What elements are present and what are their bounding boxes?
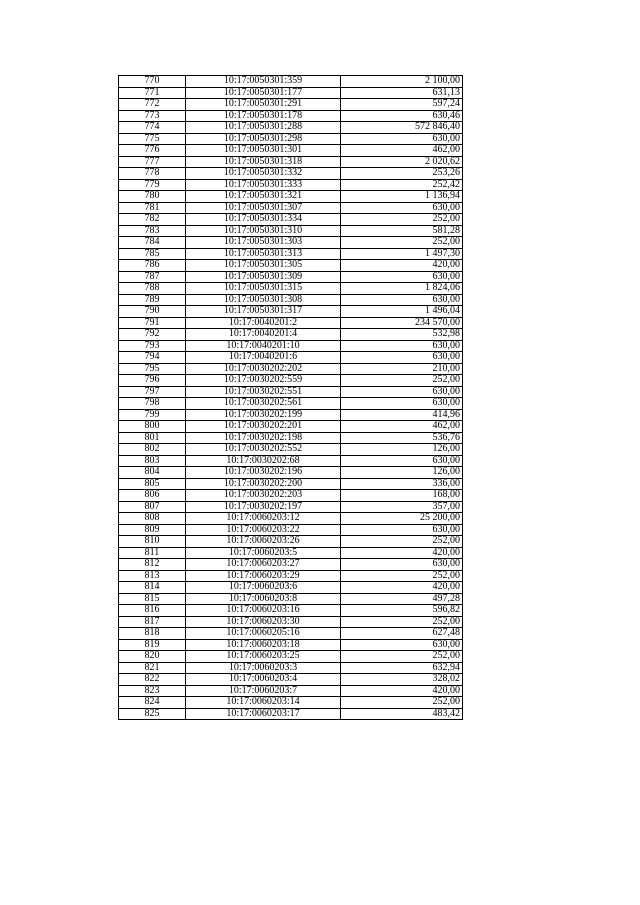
value-cell: 630,46 [341, 110, 463, 122]
value-cell: 630,00 [341, 202, 463, 214]
value-cell: 630,00 [341, 398, 463, 410]
cadastral-number-cell: 10:17:0050301:310 [186, 225, 341, 237]
value-cell: 630,00 [341, 639, 463, 651]
row-number-cell: 822 [119, 674, 186, 686]
cadastral-number-cell: 10:17:0060203:4 [186, 674, 341, 686]
row-number-cell: 800 [119, 421, 186, 433]
value-cell: 2 020,62 [341, 156, 463, 168]
cadastral-number-cell: 10:17:0030202:551 [186, 386, 341, 398]
value-cell: 630,00 [341, 352, 463, 364]
cadastral-number-cell: 10:17:0050301:332 [186, 168, 341, 180]
value-cell: 420,00 [341, 685, 463, 697]
cadastral-number-cell: 10:17:0050301:288 [186, 122, 341, 134]
value-cell: 252,00 [341, 536, 463, 548]
table-row [119, 593, 463, 605]
table-row [119, 570, 463, 582]
cadastral-number-cell: 10:17:0060203:7 [186, 685, 341, 697]
row-number-cell: 772 [119, 99, 186, 111]
cadastral-number-cell: 10:17:0030202:201 [186, 421, 341, 433]
cadastral-number-cell: 10:17:0030202:552 [186, 444, 341, 456]
value-cell: 168,00 [341, 490, 463, 502]
table-row [119, 628, 463, 640]
row-number-cell: 776 [119, 145, 186, 157]
value-cell: 252,00 [341, 616, 463, 628]
cadastral-number-cell: 10:17:0050301:317 [186, 306, 341, 318]
value-cell: 483,42 [341, 708, 463, 720]
row-number-cell: 816 [119, 605, 186, 617]
table-row [119, 214, 463, 226]
value-cell: 234 570,00 [341, 317, 463, 329]
table-row [119, 662, 463, 674]
table-row [119, 260, 463, 272]
row-number-cell: 780 [119, 191, 186, 203]
table-row [119, 225, 463, 237]
value-cell: 2 100,00 [341, 76, 463, 88]
row-number-cell: 797 [119, 386, 186, 398]
value-cell: 126,00 [341, 444, 463, 456]
table-row [119, 409, 463, 421]
table-row [119, 271, 463, 283]
value-cell: 630,00 [341, 271, 463, 283]
row-number-cell: 802 [119, 444, 186, 456]
cadastral-number-cell: 10:17:0060203:17 [186, 708, 341, 720]
value-cell: 597,24 [341, 99, 463, 111]
table-row [119, 179, 463, 191]
value-cell: 252,00 [341, 697, 463, 709]
cadastral-number-cell: 10:17:0050301:359 [186, 76, 341, 88]
table-row [119, 76, 463, 88]
value-cell: 627,48 [341, 628, 463, 640]
value-cell: 420,00 [341, 582, 463, 594]
row-number-cell: 804 [119, 467, 186, 479]
value-cell: 1 136,94 [341, 191, 463, 203]
table-row [119, 145, 463, 157]
cadastral-number-cell: 10:17:0030202:199 [186, 409, 341, 421]
value-cell: 630,00 [341, 559, 463, 571]
row-number-cell: 825 [119, 708, 186, 720]
table-row [119, 168, 463, 180]
value-cell: 252,00 [341, 375, 463, 387]
row-number-cell: 823 [119, 685, 186, 697]
row-number-cell: 787 [119, 271, 186, 283]
cadastral-number-cell: 10:17:0050301:321 [186, 191, 341, 203]
row-number-cell: 770 [119, 76, 186, 88]
row-number-cell: 818 [119, 628, 186, 640]
value-cell: 596,82 [341, 605, 463, 617]
table-row [119, 513, 463, 525]
table-row [119, 306, 463, 318]
cadastral-number-cell: 10:17:0040201:2 [186, 317, 341, 329]
table-row [119, 685, 463, 697]
cadastral-number-cell: 10:17:0030202:561 [186, 398, 341, 410]
value-cell: 336,00 [341, 478, 463, 490]
row-number-cell: 817 [119, 616, 186, 628]
row-number-cell: 805 [119, 478, 186, 490]
row-number-cell: 778 [119, 168, 186, 180]
cadastral-number-cell: 10:17:0060203:14 [186, 697, 341, 709]
row-number-cell: 788 [119, 283, 186, 295]
table-row [119, 133, 463, 145]
row-number-cell: 782 [119, 214, 186, 226]
value-cell: 420,00 [341, 260, 463, 272]
value-cell: 252,42 [341, 179, 463, 191]
cadastral-number-cell: 10:17:0050301:178 [186, 110, 341, 122]
row-number-cell: 796 [119, 375, 186, 387]
table-row [119, 432, 463, 444]
cadastral-number-cell: 10:17:0060203:22 [186, 524, 341, 536]
table-row [119, 317, 463, 329]
row-number-cell: 792 [119, 329, 186, 341]
cadastral-number-cell: 10:17:0060203:3 [186, 662, 341, 674]
value-cell: 253,26 [341, 168, 463, 180]
row-number-cell: 783 [119, 225, 186, 237]
cadastral-number-cell: 10:17:0060203:5 [186, 547, 341, 559]
table-row [119, 156, 463, 168]
value-cell: 462,00 [341, 421, 463, 433]
table-row [119, 122, 463, 134]
table-row [119, 294, 463, 306]
value-cell: 126,00 [341, 467, 463, 479]
table-row [119, 478, 463, 490]
table-row [119, 202, 463, 214]
value-cell: 630,00 [341, 294, 463, 306]
value-cell: 630,00 [341, 340, 463, 352]
cadastral-number-cell: 10:17:0050301:333 [186, 179, 341, 191]
value-cell: 632,94 [341, 662, 463, 674]
row-number-cell: 813 [119, 570, 186, 582]
table-row [119, 582, 463, 594]
value-cell: 252,00 [341, 214, 463, 226]
cadastral-number-cell: 10:17:0030202:200 [186, 478, 341, 490]
table-row [119, 352, 463, 364]
table-row [119, 547, 463, 559]
row-number-cell: 806 [119, 490, 186, 502]
table-row [119, 616, 463, 628]
value-cell: 532,98 [341, 329, 463, 341]
cadastral-value-table [118, 75, 463, 720]
row-number-cell: 777 [119, 156, 186, 168]
row-number-cell: 821 [119, 662, 186, 674]
value-cell: 252,00 [341, 570, 463, 582]
value-cell: 462,00 [341, 145, 463, 157]
value-cell: 630,00 [341, 524, 463, 536]
row-number-cell: 795 [119, 363, 186, 375]
table-body [119, 76, 463, 720]
cadastral-number-cell: 10:17:0050301:334 [186, 214, 341, 226]
table-row [119, 398, 463, 410]
row-number-cell: 809 [119, 524, 186, 536]
row-number-cell: 785 [119, 248, 186, 260]
cadastral-number-cell: 10:17:0050301:291 [186, 99, 341, 111]
value-cell: 252,00 [341, 651, 463, 663]
table-row [119, 651, 463, 663]
cadastral-number-cell: 10:17:0040201:4 [186, 329, 341, 341]
cadastral-number-cell: 10:17:0050301:177 [186, 87, 341, 99]
cadastral-number-cell: 10:17:0050301:308 [186, 294, 341, 306]
row-number-cell: 790 [119, 306, 186, 318]
row-number-cell: 814 [119, 582, 186, 594]
row-number-cell: 786 [119, 260, 186, 272]
table-row [119, 708, 463, 720]
table-row [119, 524, 463, 536]
table-row [119, 639, 463, 651]
value-cell: 630,00 [341, 133, 463, 145]
row-number-cell: 791 [119, 317, 186, 329]
value-cell: 536,76 [341, 432, 463, 444]
value-cell: 420,00 [341, 547, 463, 559]
value-cell: 1 824,06 [341, 283, 463, 295]
table-row [119, 674, 463, 686]
row-number-cell: 803 [119, 455, 186, 467]
table-row [119, 490, 463, 502]
table-row [119, 191, 463, 203]
table-row [119, 386, 463, 398]
cadastral-number-cell: 10:17:0060203:27 [186, 559, 341, 571]
row-number-cell: 789 [119, 294, 186, 306]
row-number-cell: 815 [119, 593, 186, 605]
row-number-cell: 824 [119, 697, 186, 709]
value-cell: 1 496,04 [341, 306, 463, 318]
table-row [119, 444, 463, 456]
table-row [119, 467, 463, 479]
row-number-cell: 771 [119, 87, 186, 99]
row-number-cell: 798 [119, 398, 186, 410]
cadastral-number-cell: 10:17:0030202:198 [186, 432, 341, 444]
table-row [119, 283, 463, 295]
row-number-cell: 793 [119, 340, 186, 352]
table-row [119, 340, 463, 352]
cadastral-number-cell: 10:17:0050301:313 [186, 248, 341, 260]
cadastral-number-cell: 10:17:0060203:6 [186, 582, 341, 594]
value-cell: 252,00 [341, 237, 463, 249]
row-number-cell: 812 [119, 559, 186, 571]
value-cell: 25 200,00 [341, 513, 463, 525]
cadastral-number-cell: 10:17:0060203:30 [186, 616, 341, 628]
value-cell: 631,13 [341, 87, 463, 99]
value-cell: 210,00 [341, 363, 463, 375]
table-row [119, 99, 463, 111]
table-row [119, 559, 463, 571]
row-number-cell: 775 [119, 133, 186, 145]
value-cell: 328,02 [341, 674, 463, 686]
row-number-cell: 784 [119, 237, 186, 249]
value-cell: 357,00 [341, 501, 463, 513]
table-row [119, 110, 463, 122]
table-row [119, 248, 463, 260]
table-row [119, 455, 463, 467]
cadastral-number-cell: 10:17:0050301:305 [186, 260, 341, 272]
table-row [119, 87, 463, 99]
table-row [119, 697, 463, 709]
row-number-cell: 808 [119, 513, 186, 525]
table-row [119, 536, 463, 548]
cadastral-number-cell: 10:17:0060205:16 [186, 628, 341, 640]
cadastral-number-cell: 10:17:0060203:8 [186, 593, 341, 605]
row-number-cell: 781 [119, 202, 186, 214]
cadastral-number-cell: 10:17:0060203:25 [186, 651, 341, 663]
cadastral-number-cell: 10:17:0060203:12 [186, 513, 341, 525]
value-cell: 630,00 [341, 386, 463, 398]
table-row [119, 375, 463, 387]
value-cell: 630,00 [341, 455, 463, 467]
row-number-cell: 774 [119, 122, 186, 134]
row-number-cell: 811 [119, 547, 186, 559]
cadastral-number-cell: 10:17:0050301:301 [186, 145, 341, 157]
cadastral-number-cell: 10:17:0050301:303 [186, 237, 341, 249]
cadastral-number-cell: 10:17:0030202:202 [186, 363, 341, 375]
table-row [119, 329, 463, 341]
cadastral-number-cell: 10:17:0050301:315 [186, 283, 341, 295]
cadastral-number-cell: 10:17:0060203:16 [186, 605, 341, 617]
cadastral-number-cell: 10:17:0050301:309 [186, 271, 341, 283]
row-number-cell: 779 [119, 179, 186, 191]
cadastral-number-cell: 10:17:0040201:6 [186, 352, 341, 364]
row-number-cell: 807 [119, 501, 186, 513]
cadastral-number-cell: 10:17:0060203:29 [186, 570, 341, 582]
cadastral-number-cell: 10:17:0050301:318 [186, 156, 341, 168]
row-number-cell: 810 [119, 536, 186, 548]
cadastral-number-cell: 10:17:0030202:197 [186, 501, 341, 513]
row-number-cell: 819 [119, 639, 186, 651]
cadastral-number-cell: 10:17:0060203:18 [186, 639, 341, 651]
cadastral-number-cell: 10:17:0030202:196 [186, 467, 341, 479]
row-number-cell: 799 [119, 409, 186, 421]
value-cell: 572 846,40 [341, 122, 463, 134]
row-number-cell: 773 [119, 110, 186, 122]
cadastral-number-cell: 10:17:0050301:307 [186, 202, 341, 214]
cadastral-number-cell: 10:17:0050301:298 [186, 133, 341, 145]
value-cell: 1 497,30 [341, 248, 463, 260]
cadastral-number-cell: 10:17:0030202:68 [186, 455, 341, 467]
cadastral-number-cell: 10:17:0060203:26 [186, 536, 341, 548]
table-row [119, 501, 463, 513]
table-row [119, 421, 463, 433]
value-cell: 581,28 [341, 225, 463, 237]
row-number-cell: 794 [119, 352, 186, 364]
cadastral-number-cell: 10:17:0030202:203 [186, 490, 341, 502]
value-cell: 497,28 [341, 593, 463, 605]
table-row [119, 237, 463, 249]
table-row [119, 605, 463, 617]
cadastral-number-cell: 10:17:0030202:559 [186, 375, 341, 387]
value-cell: 414,96 [341, 409, 463, 421]
row-number-cell: 820 [119, 651, 186, 663]
table-row [119, 363, 463, 375]
row-number-cell: 801 [119, 432, 186, 444]
cadastral-number-cell: 10:17:0040201:10 [186, 340, 341, 352]
